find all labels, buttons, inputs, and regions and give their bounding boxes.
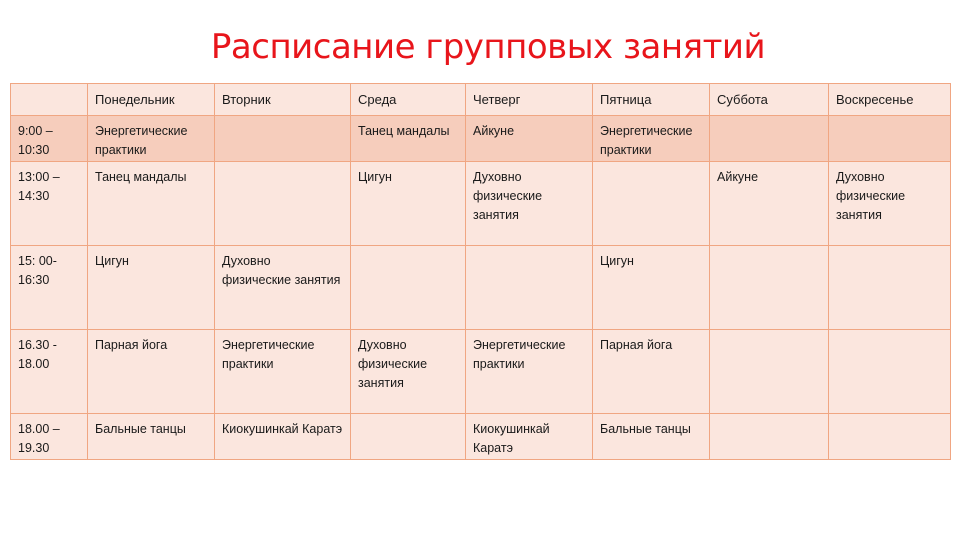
class-cell [829, 414, 951, 460]
class-cell: Киокушинкай Каратэ [466, 414, 593, 460]
class-cell [215, 116, 351, 162]
header-day-wednesday: Среда [351, 84, 466, 116]
table-row [11, 414, 951, 460]
class-cell: Танец мандалы [88, 162, 215, 246]
class-cell: Энергетические практики [466, 330, 593, 414]
class-cell [351, 246, 466, 330]
time-cell: 16.30 - 18.00 [11, 330, 88, 414]
class-cell: Духовно физические занятия [466, 162, 593, 246]
class-cell [829, 330, 951, 414]
class-cell: Айкуне [466, 116, 593, 162]
time-cell: 13:00 – 14:30 [11, 162, 88, 246]
table-row [11, 330, 951, 414]
header-day-tuesday: Вторник [215, 84, 351, 116]
class-cell [829, 246, 951, 330]
class-cell: Духовно физические занятия [215, 246, 351, 330]
class-cell: Бальные танцы [593, 414, 710, 460]
class-cell [710, 414, 829, 460]
class-cell [351, 414, 466, 460]
time-cell: 18.00 – 19.30 [11, 414, 88, 460]
class-cell [710, 116, 829, 162]
class-cell: Духовно физические занятия [829, 162, 951, 246]
header-day-thursday: Четверг [466, 84, 593, 116]
class-cell [710, 246, 829, 330]
table-row [11, 116, 951, 162]
class-cell: Энергетические практики [88, 116, 215, 162]
time-cell: 15: 00- 16:30 [11, 246, 88, 330]
class-cell [466, 246, 593, 330]
header-day-saturday: Суббота [710, 84, 829, 116]
class-cell: Киокушинкай Каратэ [215, 414, 351, 460]
class-cell: Танец мандалы [351, 116, 466, 162]
table-row [11, 162, 951, 246]
header-corner-cell [11, 84, 88, 116]
class-cell: Цигун [593, 246, 710, 330]
schedule-table [10, 83, 951, 460]
class-cell [215, 162, 351, 246]
class-cell: Цигун [351, 162, 466, 246]
class-cell [593, 162, 710, 246]
class-cell [710, 330, 829, 414]
class-cell: Айкуне [710, 162, 829, 246]
header-day-sunday: Воскресенье [829, 84, 951, 116]
class-cell: Энергетические практики [215, 330, 351, 414]
table-row [11, 246, 951, 330]
header-row [11, 84, 951, 116]
header-day-friday: Пятница [593, 84, 710, 116]
time-cell: 9:00 – 10:30 [11, 116, 88, 162]
page-title: Расписание групповых занятий [210, 27, 766, 67]
class-cell: Парная йога [88, 330, 215, 414]
header-day-monday: Понедельник [88, 84, 215, 116]
class-cell: Бальные танцы [88, 414, 215, 460]
class-cell: Энергетические практики [593, 116, 710, 162]
class-cell: Цигун [88, 246, 215, 330]
class-cell: Духовно физические занятия [351, 330, 466, 414]
class-cell [829, 116, 951, 162]
class-cell: Парная йога [593, 330, 710, 414]
